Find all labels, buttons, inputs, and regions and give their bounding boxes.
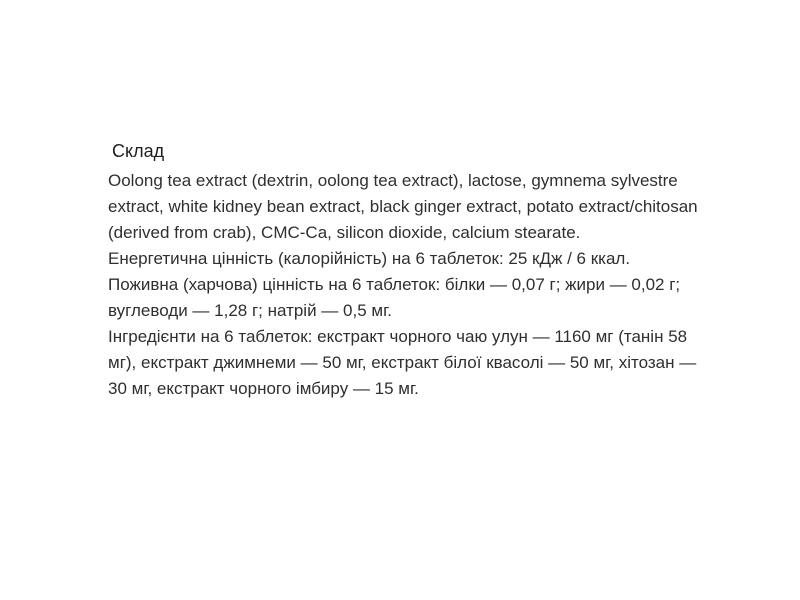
section-heading: Склад [112, 141, 165, 161]
ingredients-english-text: Oolong tea extract (dextrin, oolong tea extract), lactose, gymnema sylvestre extract, white kidney bean extract, black ginger extract, potato extract/chitosan (derived from crab), CMC-Ca, silicon dioxide, calcium stearate. [108, 171, 698, 242]
ingredients-ukrainian-text: Інгредієнти на 6 таблеток: екстракт чорного чаю улун — 1160 мг (танін 58 мг), екстракт джимнеми — 50 мг, екстракт білої квасолі — 50 мг, хітозан — 30 мг, екстракт чорного імбиру — 15 мг. [108, 327, 697, 398]
composition-section [108, 140, 708, 402]
energy-value-text: Енергетична цінність (калорійність) на 6 таблеток: 25 кДж / 6 ккал. [108, 249, 631, 268]
nutrition-value-text: Поживна (харчова) цінність на 6 таблеток: білки — 0,07 г; жири — 0,02 г; вуглеводи — 1,28 г; натрій — 0,5 мг. [108, 275, 681, 320]
